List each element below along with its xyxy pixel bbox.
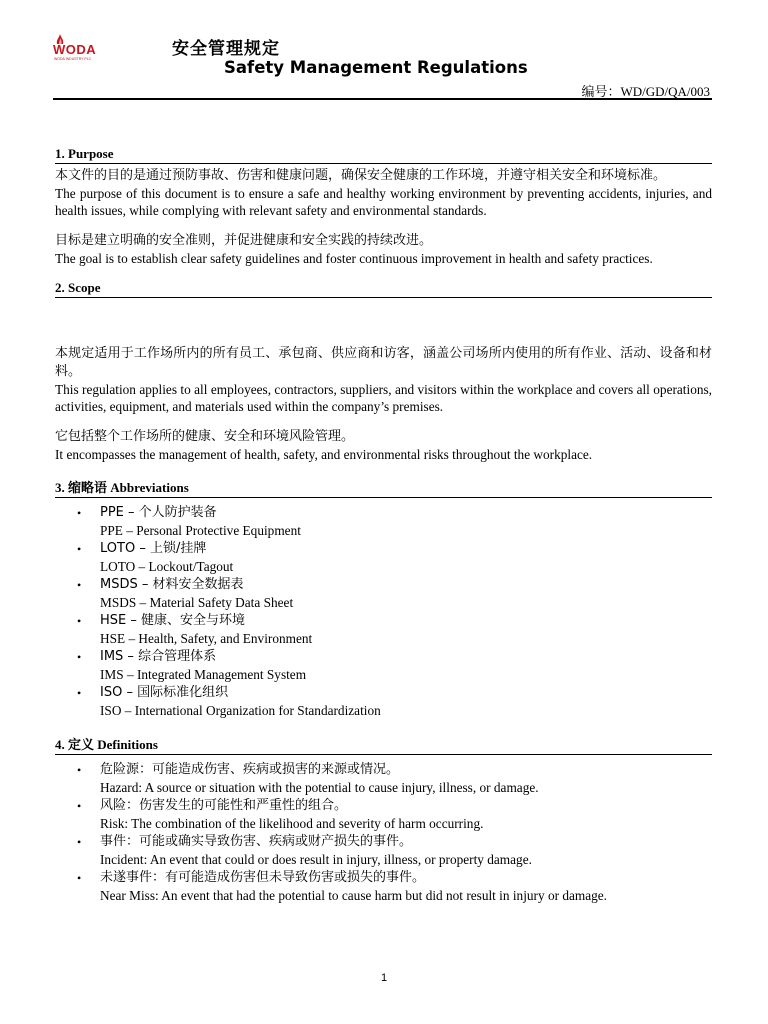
company-logo <box>53 33 113 63</box>
definition-english: Risk: The combination of the likelihood and severity of harm occurring. <box>100 816 484 831</box>
abbreviation-chinese: • IMS – 综合管理体系 <box>100 649 217 664</box>
definition-english: Incident: An event that could or does result in injury, illness, or property damage. <box>100 852 532 867</box>
definition-chinese: • 危险源：可能造成伤害、疾病或损害的来源或情况。 <box>100 762 400 777</box>
document-title: Safety Management Regulations <box>224 58 528 77</box>
header-divider <box>53 98 712 100</box>
scope-paragraph-2-chinese: 它包括整个工作场所的健康、安全和环境风险管理。 <box>55 429 355 444</box>
purpose-paragraph-1-chinese: 本文件的目的是通过预防事故、伤害和健康问题，确保安全健康的工作环境，并遵守相关安全和环境标准。 <box>55 168 667 183</box>
section-heading-label: 1. Purpose <box>55 146 114 161</box>
list-item <box>100 833 712 869</box>
section-heading-english: Abbreviations <box>107 480 189 495</box>
section-number: 4. <box>55 737 68 752</box>
document-code: 编号：WD/GD/QA/003 <box>581 84 710 99</box>
purpose-paragraph-2-chinese: 目标是建立明确的安全准则，并促进健康和安全实践的持续改进。 <box>55 233 433 248</box>
list-item <box>100 576 712 612</box>
definition-chinese: • 事件：可能或确实导致伤害、疾病或财产损失的事件。 <box>100 834 413 849</box>
document-body <box>55 146 712 905</box>
abbreviation-chinese: • LOTO – 上锁/挂牌 <box>100 541 207 556</box>
abbreviation-chinese: • MSDS – 材料安全数据表 <box>100 577 244 592</box>
page-number: 1 <box>380 972 388 984</box>
abbreviation-english: MSDS – Material Safety Data Sheet <box>100 595 294 610</box>
logo-wordmark: WODA <box>53 42 97 57</box>
abbreviation-chinese: • PPE – 个人防护装备 <box>100 505 217 520</box>
list-item <box>100 504 712 540</box>
definition-chinese: • 风险：伤害发生的可能性和严重性的组合。 <box>100 798 348 813</box>
abbreviation-english: LOTO – Lockout/Tagout <box>100 559 234 574</box>
definition-english: Near Miss: An event that had the potential to cause harm but did not result in injury or damage. <box>100 888 608 903</box>
abbreviation-english: IMS – Integrated Management System <box>100 667 307 682</box>
scope-paragraph-2: It encompasses the management of health, safety, and environmental risks throughout the workplace. <box>55 447 593 462</box>
definition-english: Hazard: A source or situation with the potential to cause injury, illness, or damage. <box>100 780 539 795</box>
definitions-list <box>55 761 712 905</box>
section-heading-scope <box>55 280 712 298</box>
section-heading-definitions <box>55 734 712 755</box>
section-number: 3. <box>55 480 68 495</box>
section-heading-abbreviations <box>55 477 712 498</box>
abbreviation-english: ISO – International Organization for Standardization <box>100 703 381 718</box>
list-item <box>100 761 712 797</box>
abbreviation-english: PPE – Personal Protective Equipment <box>100 523 301 538</box>
section-heading-label: 2. Scope <box>55 280 101 295</box>
document-title-chinese: 安全管理规定 <box>172 39 280 59</box>
section-heading-english: Definitions <box>94 737 158 752</box>
abbreviation-chinese: • HSE – 健康、安全与环境 <box>100 613 246 628</box>
list-item <box>100 869 712 905</box>
purpose-paragraph-1: The purpose of this document is to ensure a safe and healthy working environment by preventing accidents, injuries, and health issues, while complying with relevant safety and environmental standards. <box>55 186 712 218</box>
section-heading-chinese: 缩略语 <box>68 481 108 496</box>
abbreviation-chinese: • ISO – 国际标准化组织 <box>100 685 229 700</box>
section-heading-purpose <box>55 146 712 164</box>
list-item <box>100 684 712 720</box>
purpose-paragraph-2: The goal is to establish clear safety guidelines and foster continuous improvement in health and safety practices. <box>55 251 653 266</box>
scope-paragraph-1-chinese: 本规定适用于工作场所内的所有员工、承包商、供应商和访客，涵盖公司场所内使用的所有作业、活动、设备和材料。 <box>55 346 712 379</box>
list-item <box>100 540 712 576</box>
list-item <box>100 648 712 684</box>
logo-tagline: WODA INDUSTRY PLC <box>54 57 92 61</box>
abbreviations-list <box>55 504 712 720</box>
section-heading-chinese: 定义 <box>68 738 95 753</box>
definition-chinese: • 未遂事件：有可能造成伤害但未导致伤害或损失的事件。 <box>100 870 426 885</box>
scope-paragraph-1: This regulation applies to all employees, contractors, suppliers, and visitors within the workplace and covers all operations, activities, equipment, and materials used within the company’s premises. <box>55 382 712 414</box>
list-item <box>100 612 712 648</box>
list-item <box>100 797 712 833</box>
abbreviation-english: HSE – Health, Safety, and Environment <box>100 631 313 646</box>
